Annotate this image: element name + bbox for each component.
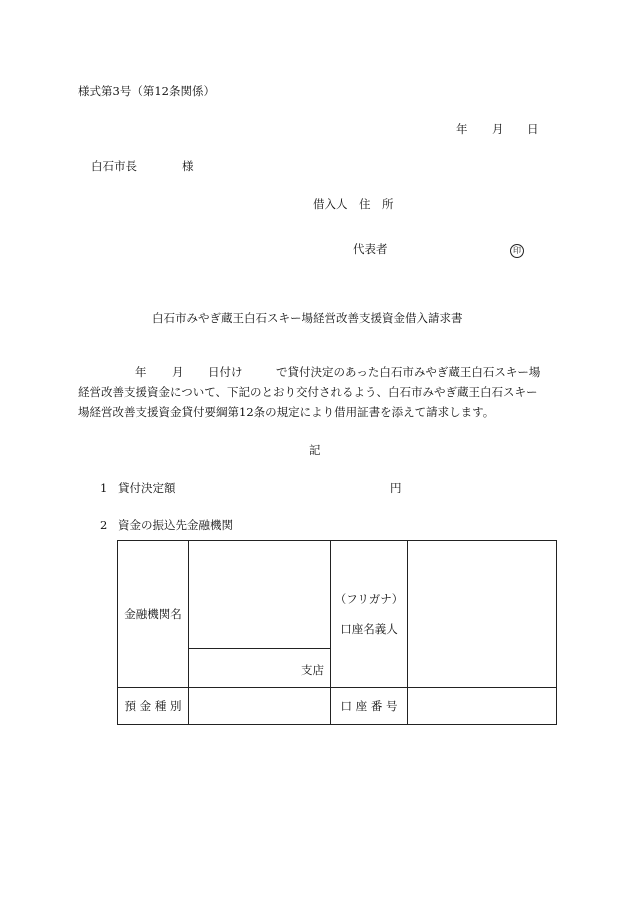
seal-mark-icon: 印 bbox=[510, 244, 524, 258]
body-year: 年 bbox=[135, 365, 147, 379]
bank-name-label-cell bbox=[118, 541, 189, 688]
account-number-label-cell bbox=[331, 688, 408, 725]
furigana-label: （フリガナ） bbox=[334, 592, 404, 606]
branch-input-cell[interactable] bbox=[189, 649, 331, 688]
body-line3: 場経営改善支援資金貸付要綱第12条の規定により借用証書を添えて請求します。 bbox=[78, 405, 495, 419]
account-holder-input-cell[interactable] bbox=[408, 541, 557, 688]
body-line2: 経営改善支援資金について、下記のとおり交付されるよう、白石市みやぎ蔵王白石スキー bbox=[78, 385, 538, 399]
item1-label: 貸付決定額 bbox=[118, 481, 176, 495]
deposit-type-label: 預 金 種 別 bbox=[124, 699, 182, 713]
branch-label: 支店 bbox=[301, 663, 324, 677]
item2-number: 2 bbox=[100, 518, 108, 532]
date-month: 月 bbox=[492, 122, 504, 136]
representative-label: 代表者 bbox=[353, 242, 388, 256]
item2-label: 資金の振込先金融機関 bbox=[118, 518, 233, 532]
body-date-suffix: 日付け bbox=[208, 365, 243, 379]
form-number: 様式第3号（第12条関係） bbox=[78, 84, 215, 98]
bank-table bbox=[117, 540, 557, 725]
bank-name-input-cell[interactable] bbox=[189, 541, 331, 649]
account-holder-label-cell bbox=[331, 541, 408, 688]
deposit-type-label-cell bbox=[118, 688, 189, 725]
borrower-label: 借入人 bbox=[313, 197, 348, 211]
bank-name-label: 金融機関名 bbox=[124, 607, 182, 621]
addressee-title: 白石市長 bbox=[91, 159, 137, 173]
ki-heading: 記 bbox=[309, 443, 321, 457]
body-line1-text: で貸付決定のあった白石市みやぎ蔵王白石スキー場 bbox=[276, 365, 541, 379]
deposit-type-input-cell[interactable] bbox=[189, 688, 331, 725]
account-holder-label: 口座名義人 bbox=[340, 622, 398, 636]
item1-unit: 円 bbox=[390, 481, 402, 495]
item1-number: 1 bbox=[100, 481, 108, 495]
document-title: 白石市みやぎ蔵王白石スキー場経営改善支援資金借入請求書 bbox=[152, 311, 463, 325]
body-month: 月 bbox=[172, 365, 184, 379]
account-number-input-cell[interactable] bbox=[408, 688, 557, 725]
account-number-label: 口 座 番 号 bbox=[340, 699, 398, 713]
date-day: 日 bbox=[527, 122, 539, 136]
date-year: 年 bbox=[456, 122, 468, 136]
borrower-address-label: 住 所 bbox=[359, 197, 394, 211]
addressee-honorific: 様 bbox=[182, 159, 194, 173]
